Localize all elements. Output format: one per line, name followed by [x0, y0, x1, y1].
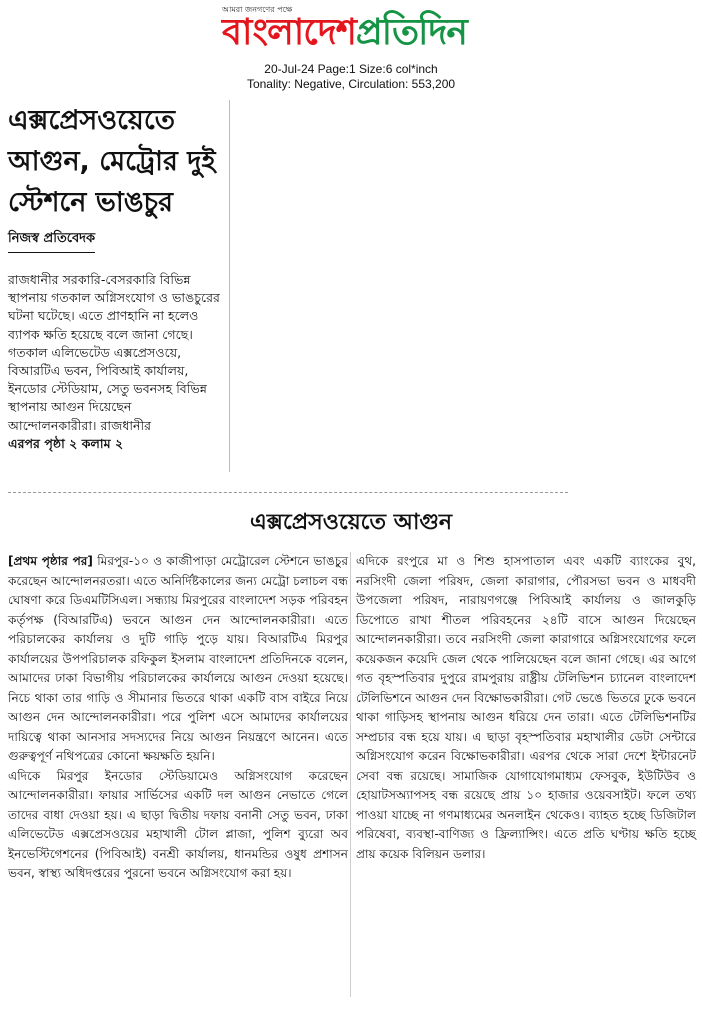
paragraph	[8, 552, 348, 767]
masthead	[0, 0, 702, 58]
paragraph-text: মিরপুর-১০ ও কাজীপাড়া মেট্রোরেল স্টেশনে ভাঙচুর করেছেন আন্দোলনরতরা। এতে অনির্দিষ্টকালের জন্য মেট্রো চলাচল বন্ধ ঘোষণা করে ডিএমটিসিএল। সন্ধ্যায় মিরপুরের বাংলাদেশ সড়ক পরিবহন কর্তৃপক্ষ (বিআরটিএ) ভবনে আগুন দেন আন্দোলনকারীরা। এতে পরিচালকের কার্যালয় ও দুটি গাড়ি পুড়ে যায়। বিআরটিএ মিরপুর কার্যালয়ের উপপরিচালক রফিকুল ইসলাম বাংলাদেশ প্রতিদিনকে বলেন, আমাদের ঢাকা বিভাগীয় পরিচালকের কার্যালয়ে আগুন দেওয়া হয়েছে। নিচে থাকা তার গাড়ি ও সীমানার ভিতরে থাকা একটি বাস বাইরে নিয়ে আগুন দেন আন্দোলনকারীরা। পরে পুলিশ এসে আমাদের কার্যালয়ের দায়িত্বে থাকা আনসার সদস্যদের নিয়ে আগুন নিয়ন্ত্রণে আনেন। এতে গুরুত্বপূর্ণ নথিপত্রের কোনো ক্ষয়ক্ষতি হয়নি।	[8, 554, 348, 763]
byline: নিজস্ব প্রতিবেদক	[8, 229, 95, 253]
continuation-article	[8, 508, 696, 880]
meta-date-size: 20-Jul-24 Page:1 Size:6 col*inch	[264, 62, 438, 76]
newspaper-logo	[222, 12, 467, 54]
lead-paragraph	[8, 271, 220, 453]
continued-from-label: [প্রথম পৃষ্ঠার পর]	[8, 554, 93, 568]
logo-part-2: প্রতিদিন	[355, 12, 467, 53]
masthead-tagline: আমরা জনগণের পক্ষে	[222, 5, 293, 14]
jump-line: এরপর পৃষ্ঠা ২ কলাম ২	[8, 435, 124, 451]
lead-text: রাজধানীর সরকারি-বেসরকারি বিভিন্ন স্থাপনায় গতকাল অগ্নিসংযোগ ও ভাঙচুরের ঘটনা ঘটেছে। এতে প্রাণহানি না হলেও ব্যাপক ক্ষতি হয়েছে বলে জানা গেছে। গতকাল এলিভেটেড এক্সপ্রেসওয়ে, বিআরটিএ ভবন, পিবিআই কার্যালয়, ইনডোর স্টেডিয়াম, সেতু ভবনসহ বিভিন্ন স্থাপনায় আগুন দিয়েছেন আন্দোলনকারীরা। রাজধানীর	[8, 272, 220, 433]
column-divider	[350, 552, 351, 997]
clipping-cut-line	[8, 492, 568, 493]
headline-line: এক্সপ্রেসওয়েতে	[8, 105, 175, 136]
front-page-article	[8, 100, 220, 453]
column-divider	[229, 100, 230, 472]
clipping-meta	[0, 62, 702, 92]
paragraph: এদিকে রংপুরে মা ও শিশু হাসপাতাল এবং একটি ব্যাংকের বুথ, নরসিংদী জেলা পরিষদ, জেলা কারাগার, পৌরসভা ভবন ও মাধবদী উপজেলা পরিষদ, নারায়ণগঞ্জে পিবিআই কার্যালয় ও জালকুড়ি ডিপোতে রাখা শীতল পরিবহনের ২৪টি বাসে আগুন দিয়েছেন আন্দোলনকারীরা। তবে নরসিংদী জেলা কারাগারে অগ্নিসংযোগের ফলে কয়েকজন কয়েদি জেল থেকে পালিয়েছেন বলে জানা গেছে। এর আগে গত বৃহস্পতিবার দুপুরে রামপুরায় রাষ্ট্রীয় টেলিভিশন চ্যানেল বাংলাদেশ টেলিভিশনে আগুন দেন বিক্ষোভকারীরা। গেট ভেঙে ভিতরে ঢুকে ভবনে থাকা গাড়িসহ স্থাপনায় আগুন ধরিয়ে দেন তারা। এতে টেলিভিশনটির সম্প্রচার বন্ধ হয়ে যায়। এ ছাড়া বৃহস্পতিবার মহাখালীর ডেটা সেন্টারে অগ্নিসংযোগ করেন বিক্ষোভকারীরা। এরপর থেকে সারা দেশে ইন্টারনেট সেবা বন্ধ রয়েছে। সামাজিক যোগাযোগমাধ্যম ফেসবুক, ইউটিউব ও হোয়াটসঅ্যাপসহ বন্ধ রয়েছে প্রায় ১০ হাজার ওয়েবসাইট। ফলে তথ্য পাওয়া যাচ্ছে না গণমাধ্যমের অনলাইন থেকেও। ব্যাহত হচ্ছে ডিজিটাল পরিষেবা, ব্যবস্থা-বাণিজ্য ও ফ্রিল্যান্সিং। এতে প্রতি ঘণ্টায় ক্ষতি হচ্ছে প্রায় কয়েক বিলিয়ন ডলার।	[356, 554, 696, 861]
headline	[8, 100, 220, 223]
headline-line: আগুন, মেট্রোর দুই	[8, 146, 216, 177]
continuation-title: এক্সপ্রেসওয়েতে আগুন	[250, 510, 452, 535]
headline-line: স্টেশনে ভাঙচুর	[8, 187, 173, 218]
meta-tonality-circulation: Tonality: Negative, Circulation: 553,200	[246, 77, 456, 91]
paragraph: এদিকে মিরপুর ইনডোর স্টেডিয়ামেও অগ্নিসংযোগ করেছেন আন্দোলনকারীরা। ফায়ার সার্ভিসের একটি দল আগুন নেভাতে গেলে তাদের বাধা দেওয়া হয়। এ ছাড়া দ্বিতীয় দফায় বনানী সেতু ভবন, ঢাকা এলিভেটেড এক্সপ্রেসওয়ের মহাখালী টোল প্লাজা, পুলিশ ব্যুরো অব ইনভেস্টিগেশনের (পিবিআই) বনশ্রী কার্যালয়, ধানমন্ডির ওষুধ প্রশাসন ভবন, স্বাস্থ্য অধিদপ্তরের পুরনো ভবনে অগ্নিসংযোগ করা হয়।	[8, 768, 348, 880]
article-column-left	[8, 552, 348, 884]
logo-part-1: বাংলাদেশ	[222, 12, 356, 53]
article-column-right	[356, 552, 696, 864]
